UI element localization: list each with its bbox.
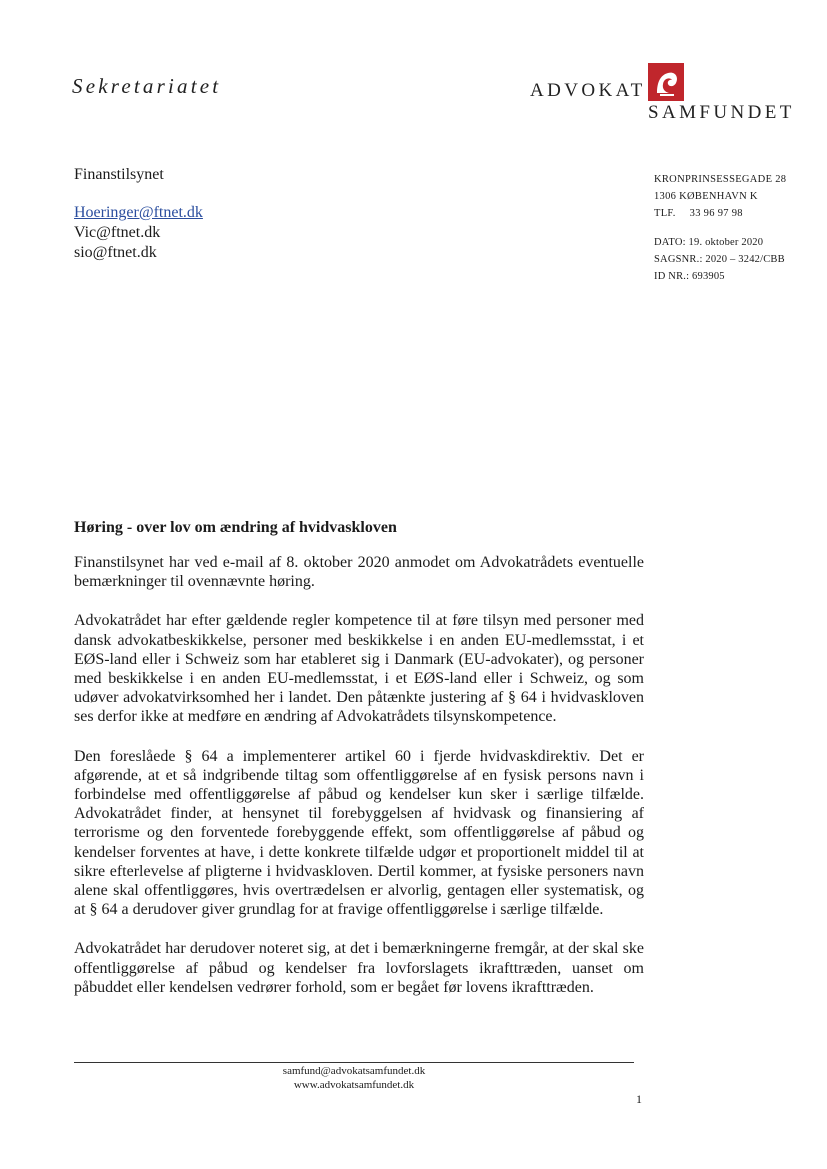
email-sio: sio@ftnet.dk <box>74 244 157 261</box>
address-street: KRONPRINSESSEGADE 28 <box>654 174 787 185</box>
case-number: SAGSNR.: 2020 – 3242/CBB <box>654 254 785 265</box>
body-paragraph-2: Advokatrådet har efter gældende regler kompetence til at føre tilsyn med personer med dansk advokatbeskikkelse, personer med beskikkelse i en anden EU-medlemsstat, i et EØS-land eller i Schweiz som har etableret sig i Danmark (EU-advokater), og personer med beskikkelse i en anden EU-medlemsstat, i et EØS-land eller i Schweiz, og som udøver advokatvirksomhed her i landet. Den påtænkte justering af § 64 i hvidvaskloven ses derfor ikke at medføre en ændring af Advokatrådets tilsynskompetence. <box>74 612 644 726</box>
letter-date: DATO: 19. oktober 2020 <box>654 237 764 248</box>
email-link-hoeringer[interactable]: Hoeringer@ftnet.dk <box>74 204 203 221</box>
body-paragraph-3: Den foreslåede § 64 a implementerer artikel 60 i fjerde hvidvaskdirektiv. Det er afgørende, at et så indgribende tiltag som offentliggørelse af en fysisk persons navn i forbindelse med offentliggørelse af påbud og kendelser kun sker i særlige tilfælde. Advokatrådet finder, at hensynet til forebyggelsen af hvidvask og finansiering af terrorisme og den forventede forebyggende effekt, som offentliggørelse af påbud og kendelser forventes at have, i dette konkrete tilfælde udgør et proportionelt middel til at sikre efterlevelse af pligterne i hvidvaskloven. Dertil kommer, at fysiske personers navn alene skal offentliggøres, hvis overtrædelsen er alvorlig, gentagen eller systematisk, og at § 64 a derudover giver grundlag for at fravige offentliggørelse i særlige tilfælde. <box>74 747 644 919</box>
footer-divider <box>74 1062 634 1063</box>
page-number: 1 <box>636 1092 642 1106</box>
email-vic: Vic@ftnet.dk <box>74 224 161 241</box>
recipient-name: Finanstilsynet <box>74 166 164 183</box>
letter-body <box>74 553 644 1017</box>
address-phone <box>654 205 786 222</box>
footer-website[interactable]: www.advokatsamfundet.dk <box>293 1079 415 1091</box>
letter-metadata <box>654 234 785 285</box>
logo-text-advokat: ADVOKAT <box>530 80 646 101</box>
phone-number: 33 96 97 98 <box>689 208 743 219</box>
body-paragraph-4: Advokatrådet har derudover noteret sig, at det i bemærkningerne fremgår, at der skal ske offentliggørelse af påbud og kendelser fra lovforslagets ikrafttræden, uanset om påbuddet eller kendelsen vedrører forhold, som er begået før lovens ikrafttræden. <box>74 940 644 996</box>
phone-label: TLF. <box>654 208 676 219</box>
logo-text-samfundet: SAMFUNDET <box>648 102 795 123</box>
advokatsamfundet-logo-icon <box>648 63 684 101</box>
sender-address <box>654 171 786 222</box>
id-number: ID NR.: 693905 <box>654 271 725 282</box>
body-paragraph-1: Finanstilsynet har ved e-mail af 8. oktober 2020 anmodet om Advokatrådets eventuelle bemærkninger til ovennævnte høring. <box>74 554 644 591</box>
address-city: 1306 KØBENHAVN K <box>654 191 758 202</box>
department-name: Sekretariatet <box>72 74 222 98</box>
letter-subject: Høring - over lov om ændring af hvidvaskloven <box>74 519 397 536</box>
footer-email[interactable]: samfund@advokatsamfundet.dk <box>282 1065 426 1077</box>
recipient-emails <box>74 203 203 263</box>
footer <box>74 1064 634 1092</box>
